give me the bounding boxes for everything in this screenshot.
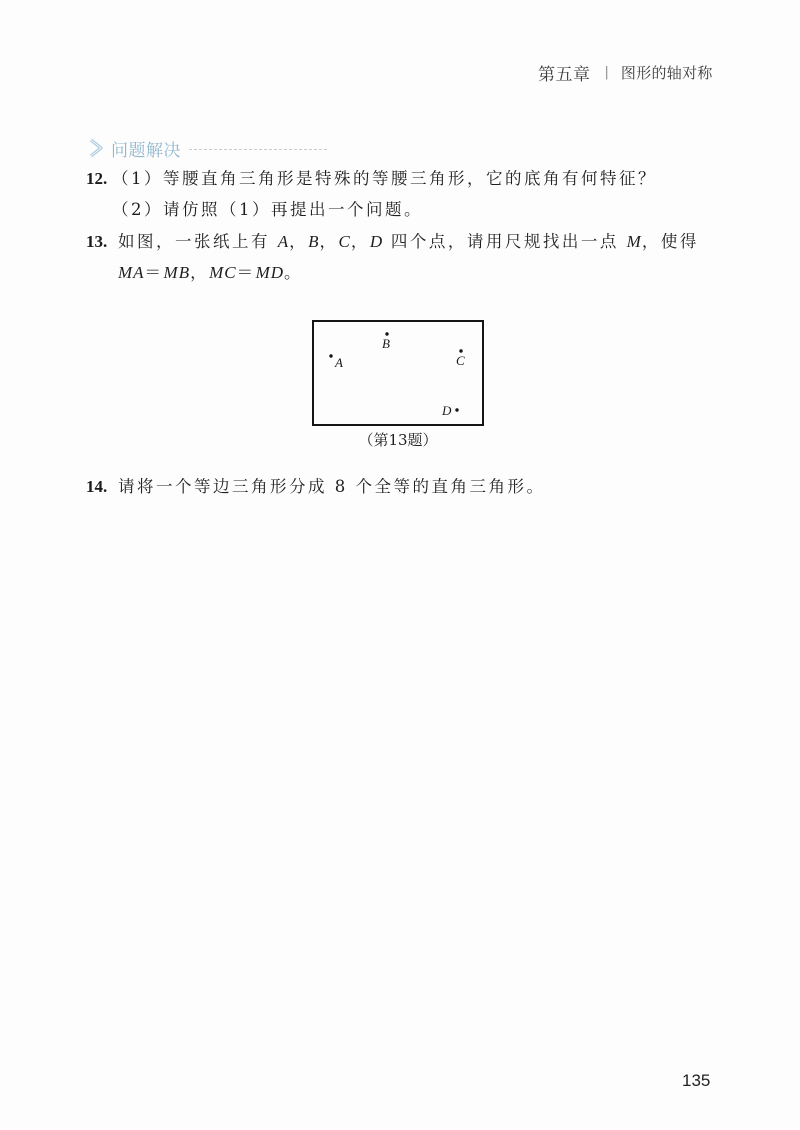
point-c-label: C [456,353,465,368]
section-title: 问题解决 [111,140,181,161]
running-header [538,60,713,84]
chapter-number: 第五章 [538,64,591,85]
math-variable: C [338,232,351,251]
problem-number: 12. [86,169,108,188]
point-a-dot [329,354,332,357]
header-separator: | [604,64,609,80]
problem-line [112,194,718,225]
problem-number: 14. [86,477,108,496]
point-b-label: B [382,336,390,351]
text-segment: ， [319,232,339,251]
section-heading [86,136,327,160]
section-divider [189,149,327,150]
figure-13 [312,320,486,428]
problem-line [112,163,718,194]
problem-number: 13. [86,232,108,251]
math-variable: MC [209,263,237,282]
chapter-title: 图形的轴对称 [620,63,713,82]
text-segment: ， [190,263,210,282]
text-segment: ，使得 [641,232,699,251]
math-variable: B [308,232,320,251]
text-segment: 如图，一张纸上有 [118,232,278,251]
text-segment: 请将一个等边三角形分成 8 个全等的直角三角形。 [118,477,546,496]
math-variable: MD [255,263,285,282]
problem-line [118,226,724,257]
point-d-label: D [442,403,452,418]
math-variable: MB [163,263,191,282]
problem-text [118,471,724,502]
math-variable: A [277,232,290,251]
problem-line [118,471,724,502]
text-segment: ， [350,232,370,251]
problem-text [112,163,718,225]
text-segment: 。 [284,263,304,282]
figure-caption: （第13题） [358,431,438,449]
text-segment: 四个点，请用尺规找出一点 [383,232,627,251]
text-segment: （2）请仿照（1）再提出一个问题。 [112,200,423,219]
page-number: 135 [682,1071,711,1090]
math-variable: M [626,232,642,251]
chevron-right-icon [86,137,106,159]
math-variable: MA [118,263,145,282]
math-variable: D [369,232,384,251]
text-segment: ＝ [144,263,164,282]
text-segment: ＝ [236,263,256,282]
point-a-label: A [335,355,343,370]
problem-line [118,257,724,288]
point-d-dot [455,408,458,411]
text-segment: （1）等腰直角三角形是特殊的等腰三角形，它的底角有何特征？ [112,169,657,188]
text-segment: ， [289,232,309,251]
problem-text [118,226,724,288]
